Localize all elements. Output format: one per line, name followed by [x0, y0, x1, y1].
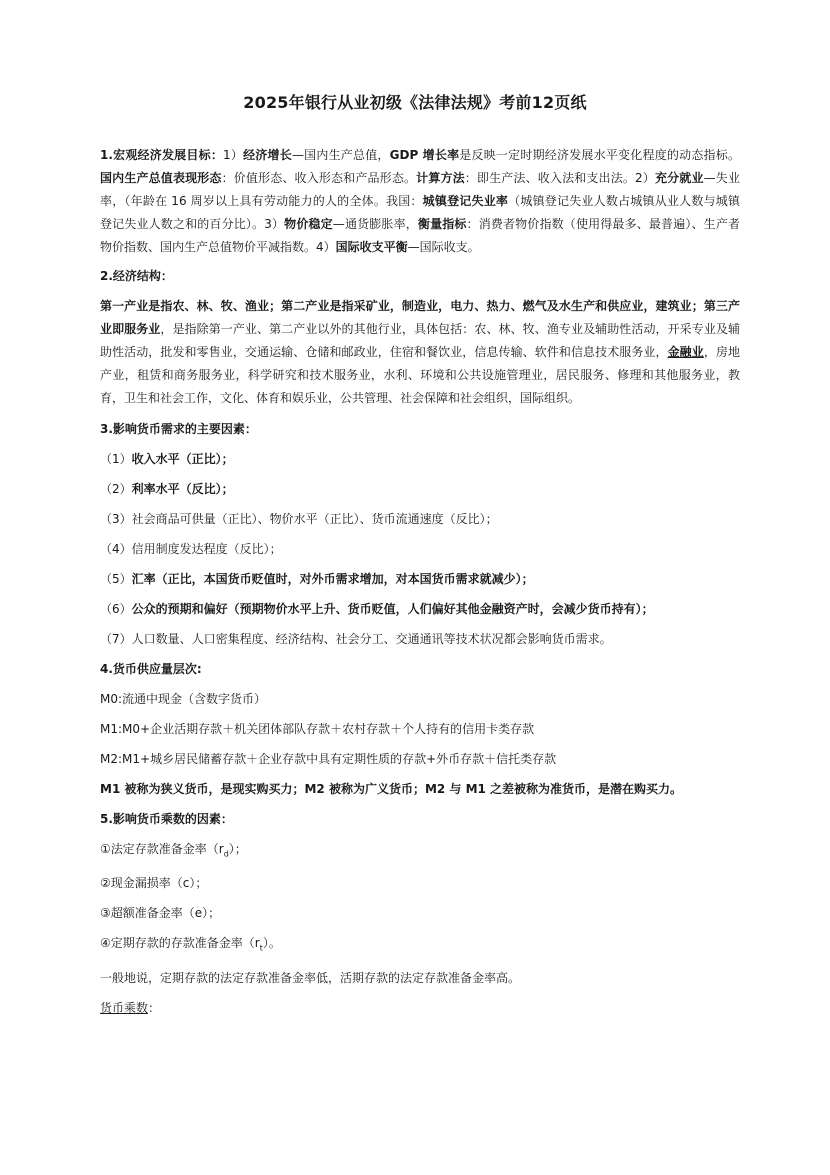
term-balance-of-payments: 国际收支平衡 [335, 240, 408, 254]
term-economic-growth: 经济增长 [243, 148, 292, 162]
text: ：即生产法、收入法和支出法。2） [464, 171, 655, 185]
section-3-heading: 3.影响货币需求的主要因素： [100, 422, 257, 436]
text: —通货膨胀率， [332, 217, 418, 231]
list-item: （2）利率水平（反比）； [100, 482, 234, 496]
list-item: （7）人口数量、人口密集程度、经济结构、社会分工、交通通讯等技术状况都会影响货币需求。 [100, 632, 612, 646]
term-gdp-forms: 国内生产总值表现形态 [100, 171, 222, 185]
factor-item: ②现金漏损率（c）； [100, 876, 208, 891]
text: ：消费者物价指数（使用得最多、最普遍）、生产者物价指数、国内生产总值物价平减指数。4） [100, 217, 740, 254]
list-item: （6）公众的预期和偏好（预期物价水平上升、货币贬值，人们偏好其他金融资产时，会减少货币持有）； [100, 602, 654, 616]
text: —国内生产总值， [291, 148, 390, 162]
page-title: 2025年银行从业初级《法律法规》考前12页纸 [243, 93, 587, 112]
money-supply-summary: M1 被称为狭义货币，是现实购买力；M2 被称为广义货币；M2 与 M1 之差被称为准货币，是潜在购买力。 [100, 782, 683, 796]
text: （城镇登记失业人数占城镇从业人数与城镇登记失业人数之和的百分比）。3） [100, 194, 740, 231]
list-item: （5）汇率（正比，本国货币贬值时，对外币需求增加，对本国货币需求就减少）； [100, 572, 534, 586]
text: —国际收支。 [407, 240, 480, 254]
term-price-stability: 物价稳定 [284, 217, 333, 231]
text: ：价值形态、收入形态和产品形态。 [221, 171, 417, 185]
list-item: （4）信用制度发达程度（反比）； [100, 542, 282, 556]
term-finance-industry: 金融业 [667, 345, 704, 359]
text: —失业率，（年龄在 16 周岁以上具有劳动能力的人的全体。我国： [100, 171, 740, 208]
document-body [100, 144, 740, 1027]
text: 是反映一定时期经济发展水平变化程度的动态指标。 [459, 148, 740, 162]
industries-definition: 第一产业是指农、林、牧、渔业；第二产业是指采矿业，制造业，电力、热力、燃气及水生产和供应业，建筑业；第三产业即服务业 [100, 299, 740, 336]
term-gdp-growth: GDP 增长率 [389, 148, 460, 162]
reserve-note: 一般地说，定期存款的法定存款准备金率低，活期存款的法定存款准备金率高。 [100, 970, 521, 985]
list-item: （1）收入水平（正比）； [100, 452, 234, 466]
factor-item: ④定期存款的存款准备金率$(r_t)$。 [100, 936, 281, 953]
section-2-paragraph [100, 295, 740, 410]
factor-item: ①法定存款准备金率$(r_d)$； [100, 842, 247, 859]
list-item: （3）社会商品可供量（正比）、物价水平（正比）、货币流通速度（反比）； [100, 512, 498, 526]
section-2-heading: 2.经济结构： [100, 269, 173, 283]
term-calc-method: 计算方法 [416, 171, 465, 185]
factor-item: ③超额准备金率（e）； [100, 906, 221, 921]
text: ，是指除第一产业、第二产业以外的其他行业，具体包括：农、林、牧、渔专业及辅助性活动，开采专业及辅助性活动，批发和零售业，交通运输、仓储和邮政业，住宿和餐饮业，信息传输、软件和信息技术服务业， [100, 322, 740, 359]
text: ，房地产业，租赁和商务服务业，科学研究和技术服务业，水利、环境和公共设施管理业，居民服务、修理和其他服务业，教育，卫生和社会工作，文化、体育和娱乐业，公共管理、社会保障和社会组织，国际组织。 [100, 345, 740, 405]
text: 1） [223, 148, 244, 162]
term-full-employment: 充分就业 [654, 171, 704, 185]
money-multiplier-label: 货币乘数： [100, 1000, 161, 1015]
money-supply-m1: M1:M0+企业活期存款＋机关团体部队存款＋农村存款＋个人持有的信用卡类存款 [100, 722, 535, 736]
section-1-paragraph [100, 144, 740, 259]
section-5-heading: 5.影响货币乘数的因素： [100, 812, 233, 826]
section-4-heading: 4.货币供应量层次: [100, 662, 202, 676]
money-supply-m0: M0:流通中现金（含数字货币） [100, 692, 267, 706]
term-measure-index: 衡量指标 [417, 217, 467, 231]
money-supply-m2: M2:M1+城乡居民储蓄存款＋企业存款中具有定期性质的存款+外币存款＋信托类存款 [100, 752, 557, 766]
term-urban-unemployment: 城镇登记失业率 [422, 194, 509, 208]
section-1-heading: 1.宏观经济发展目标： [100, 148, 224, 162]
